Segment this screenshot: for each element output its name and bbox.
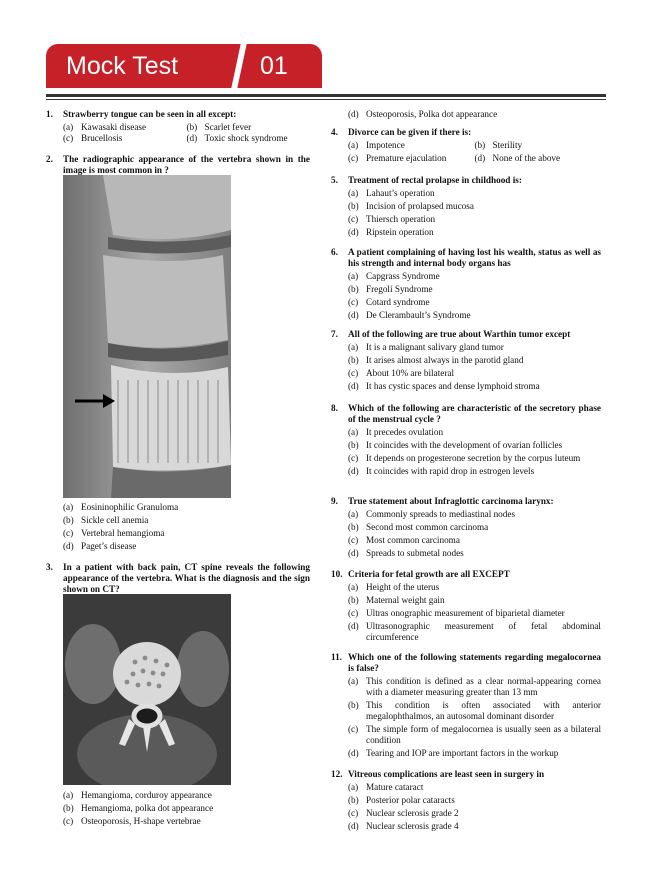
option-label: (a) [63, 122, 74, 132]
option-label: (c) [63, 816, 74, 826]
option-d [187, 133, 311, 144]
option-text: Kawasaki disease [81, 122, 147, 132]
option-b [348, 700, 601, 722]
option-b [348, 201, 601, 212]
question-2-options [46, 502, 310, 552]
option-a [348, 782, 601, 793]
option-text: It depends on progesterone secretion by the corpus luteum [366, 453, 581, 463]
option-label: (b) [348, 795, 359, 805]
option-text: Paget’s disease [81, 541, 137, 551]
option-b [187, 122, 311, 133]
question-3-continued [331, 109, 601, 120]
question-3 [46, 562, 310, 595]
header-rule-thick [46, 94, 606, 97]
option-label: (c) [348, 153, 359, 163]
option-label: (c) [348, 724, 359, 734]
ct-spine-image [63, 594, 231, 785]
question-number: 3. [46, 562, 53, 572]
option-label: (b) [63, 803, 74, 813]
option-label: (b) [348, 284, 359, 294]
option-text: Scarlet fever [204, 122, 252, 132]
option-label: (b) [348, 522, 359, 532]
option-text: Most common carcinoma [366, 535, 460, 545]
option-label: (c) [348, 297, 359, 307]
option-d [348, 109, 601, 120]
option-text: De Clerambault’s Syndrome [366, 310, 471, 320]
question-number: 5. [331, 175, 338, 185]
option-label: (a) [348, 140, 359, 150]
option-label: (d) [348, 548, 359, 558]
option-text: Eosininophilic Granuloma [81, 502, 179, 512]
option-b [348, 284, 601, 295]
question-number: 10. [331, 569, 343, 579]
question-8 [331, 403, 601, 477]
option-a [63, 502, 310, 513]
option-b [63, 515, 310, 526]
option-a [63, 790, 310, 801]
question-text: Which one of the following statements regarding megalocornea is false? [348, 652, 601, 673]
option-label: (d) [348, 621, 359, 631]
option-text: Fregoli Syndrome [366, 284, 433, 294]
option-label: (d) [348, 466, 359, 476]
option-label: (a) [348, 188, 359, 198]
question-9 [331, 496, 601, 559]
option-label: (b) [348, 595, 359, 605]
option-a [348, 271, 601, 282]
question-3-options [46, 790, 310, 827]
option-c [63, 528, 310, 539]
option-label: (d) [348, 821, 359, 831]
question-number: 8. [331, 403, 338, 413]
question-10 [331, 569, 601, 643]
question-number: 6. [331, 247, 338, 257]
question-text: The radiographic appearance of the vertebra shown in the image is most common in ? [63, 154, 310, 175]
option-text: Brucellosis [81, 133, 123, 143]
option-c [348, 368, 601, 379]
question-7 [331, 329, 601, 392]
option-label: (b) [474, 140, 486, 150]
option-text: Second most common carcinoma [366, 522, 489, 532]
option-label: (b) [348, 440, 359, 450]
option-text: Hemangioma, polka dot appearance [81, 803, 214, 813]
option-d [348, 381, 601, 392]
option-a [348, 509, 601, 520]
option-text: None of the above [492, 153, 561, 163]
option-text: It precedes ovulation [366, 427, 444, 437]
option-label: (c) [63, 528, 74, 538]
option-d [348, 748, 601, 759]
option-label: (a) [348, 582, 359, 592]
option-text: Vertebral hemangioma [81, 528, 165, 538]
option-label: (b) [186, 122, 198, 132]
option-b [348, 440, 601, 451]
option-text: It coincides with rapid drop in estrogen levels [366, 466, 535, 476]
question-2 [46, 154, 310, 176]
question-number: 11. [331, 652, 342, 662]
option-text: It arises almost always in the parotid gland [366, 355, 524, 365]
option-text: Mature cataract [366, 782, 424, 792]
option-text: Lahaut’s operation [366, 188, 435, 198]
option-label: (d) [474, 153, 486, 163]
header-rule-thin [46, 99, 606, 100]
option-text: Premature ejaculation [366, 153, 447, 163]
option-text: This condition is often associated with anterior megalophthalmos, an autosomal dominant disorder [366, 700, 601, 721]
option-text: Toxic shock syndrome [204, 133, 288, 143]
option-label: (a) [348, 427, 359, 437]
option-label: (c) [348, 368, 359, 378]
option-label: (d) [348, 109, 359, 119]
question-text: Strawberry tongue can be seen in all except: [63, 109, 237, 119]
option-text: Cotard syndrome [366, 297, 430, 307]
question-text: Vitreous complications are least seen in surgery in [348, 769, 545, 779]
question-text: True statement about Infraglottic carcinoma larynx: [348, 496, 554, 506]
option-label: (c) [348, 535, 359, 545]
option-text: Capgrass Syndrome [366, 271, 440, 281]
option-label: (a) [348, 782, 359, 792]
option-d [475, 153, 602, 164]
option-text: Thiersch operation [366, 214, 436, 224]
option-c [348, 153, 475, 164]
option-label: (d) [63, 541, 74, 551]
option-b [348, 522, 601, 533]
option-label: (a) [63, 790, 74, 800]
option-a [63, 122, 187, 133]
option-text: Nuclear sclerosis grade 4 [366, 821, 459, 831]
option-label: (d) [348, 381, 359, 391]
option-text: Commonly spreads to mediastinal nodes [366, 509, 516, 519]
option-text: Sickle cell anemia [81, 515, 149, 525]
option-a [348, 582, 601, 593]
option-text: This condition is defined as a clear normal-appearing cornea with a diameter measuring greater than 13 mm [366, 676, 601, 697]
question-text: Divorce can be given if there is: [348, 127, 472, 137]
option-c [348, 297, 601, 308]
option-d [348, 621, 601, 643]
option-text: Ripstein operation [366, 227, 434, 237]
option-text: It has cystic spaces and dense lymphoid stroma [366, 381, 540, 391]
option-text: Osteoporosis, Polka dot appearance [366, 109, 498, 119]
option-label: (a) [348, 509, 359, 519]
option-b [348, 355, 601, 366]
option-d [63, 541, 310, 552]
option-text: Spreads to submetal nodes [366, 548, 464, 558]
option-label: (b) [348, 201, 359, 211]
option-a [348, 188, 601, 199]
option-c [348, 453, 601, 464]
banner-number: 01 [234, 44, 322, 88]
option-label: (b) [63, 515, 74, 525]
question-1 [46, 109, 310, 144]
option-d [348, 466, 601, 477]
option-text: The simple form of megalocornea is usually seen as a bilateral condition [366, 724, 601, 745]
option-text: Impotence [366, 140, 405, 150]
option-text: Maternal weight gain [366, 595, 445, 605]
option-text: Tearing and IOP are important factors in the workup [366, 748, 559, 758]
option-text: Nuclear sclerosis grade 2 [366, 808, 459, 818]
question-4 [331, 127, 601, 164]
option-text: Ultrasonographic measurement of fetal abdominal circumference [366, 621, 601, 642]
question-number: 4. [331, 127, 338, 137]
mock-test-banner [46, 44, 321, 88]
question-6 [331, 247, 601, 321]
option-b [475, 140, 602, 151]
option-label: (b) [348, 355, 359, 365]
option-label: (d) [348, 748, 359, 758]
option-text: Incision of prolapsed mucosa [366, 201, 474, 211]
question-text: Criteria for fetal growth are all EXCEPT [348, 569, 510, 579]
option-label: (c) [348, 453, 359, 463]
option-a [348, 342, 601, 353]
option-text: It is a malignant salivary gland tumor [366, 342, 504, 352]
option-c [348, 724, 601, 746]
option-c [348, 608, 601, 619]
option-label: (c) [348, 214, 359, 224]
option-label: (b) [348, 700, 359, 710]
question-text: In a patient with back pain, CT spine reveals the following appearance of the vertebra. What is the diagnosis and the sign shown on CT? [63, 562, 310, 594]
option-label: (a) [348, 342, 359, 352]
option-label: (a) [348, 676, 359, 686]
question-number: 12. [331, 769, 343, 779]
question-number: 9. [331, 496, 338, 506]
question-text: Which of the following are characteristic of the secretory phase of the menstrual cycle ? [348, 403, 601, 424]
option-d [348, 821, 601, 832]
option-label: (d) [186, 133, 198, 143]
question-number: 1. [46, 109, 53, 119]
option-b [348, 795, 601, 806]
option-text: Sterility [492, 140, 523, 150]
option-b [63, 803, 310, 814]
option-text: Ultras onographic measurement of biparietal diameter [366, 608, 565, 618]
radiograph-illustration [63, 175, 231, 498]
question-11 [331, 652, 601, 759]
option-text: Hemangioma, corduroy appearance [81, 790, 212, 800]
option-text: Posterior polar cataracts [366, 795, 455, 805]
option-c [348, 535, 601, 546]
option-a [348, 140, 475, 151]
option-a [348, 427, 601, 438]
option-label: (a) [348, 271, 359, 281]
question-number: 2. [46, 154, 53, 164]
question-text: A patient complaining of having lost his wealth, status as well as his strength and internal body organs has [348, 247, 601, 268]
option-label: (a) [63, 502, 74, 512]
option-label: (c) [348, 608, 359, 618]
option-text: It coincides with the development of ovarian follicles [366, 440, 563, 450]
option-d [348, 227, 601, 238]
option-label: (c) [348, 808, 359, 818]
question-number: 7. [331, 329, 338, 339]
option-label: (d) [348, 310, 359, 320]
option-c [63, 133, 187, 144]
option-d [348, 310, 601, 321]
option-c [348, 808, 601, 819]
option-label: (c) [63, 133, 74, 143]
option-c [348, 214, 601, 225]
option-text: Height of the uterus [366, 582, 440, 592]
option-c [63, 816, 310, 827]
question-text: Treatment of rectal prolapse in childhood is: [348, 175, 522, 185]
vertebra-radiograph-image [63, 175, 231, 498]
question-text: All of the following are true about Warthin tumor except [348, 329, 571, 339]
option-text: Osteoporosis, H-shape vertebrae [81, 816, 201, 826]
question-5 [331, 175, 601, 238]
option-d [348, 548, 601, 559]
option-b [348, 595, 601, 606]
option-label: (d) [348, 227, 359, 237]
banner-title: Mock Test [46, 44, 236, 88]
option-a [348, 676, 601, 698]
question-12 [331, 769, 601, 832]
ct-illustration [63, 594, 231, 785]
option-text: About 10% are bilateral [366, 368, 455, 378]
